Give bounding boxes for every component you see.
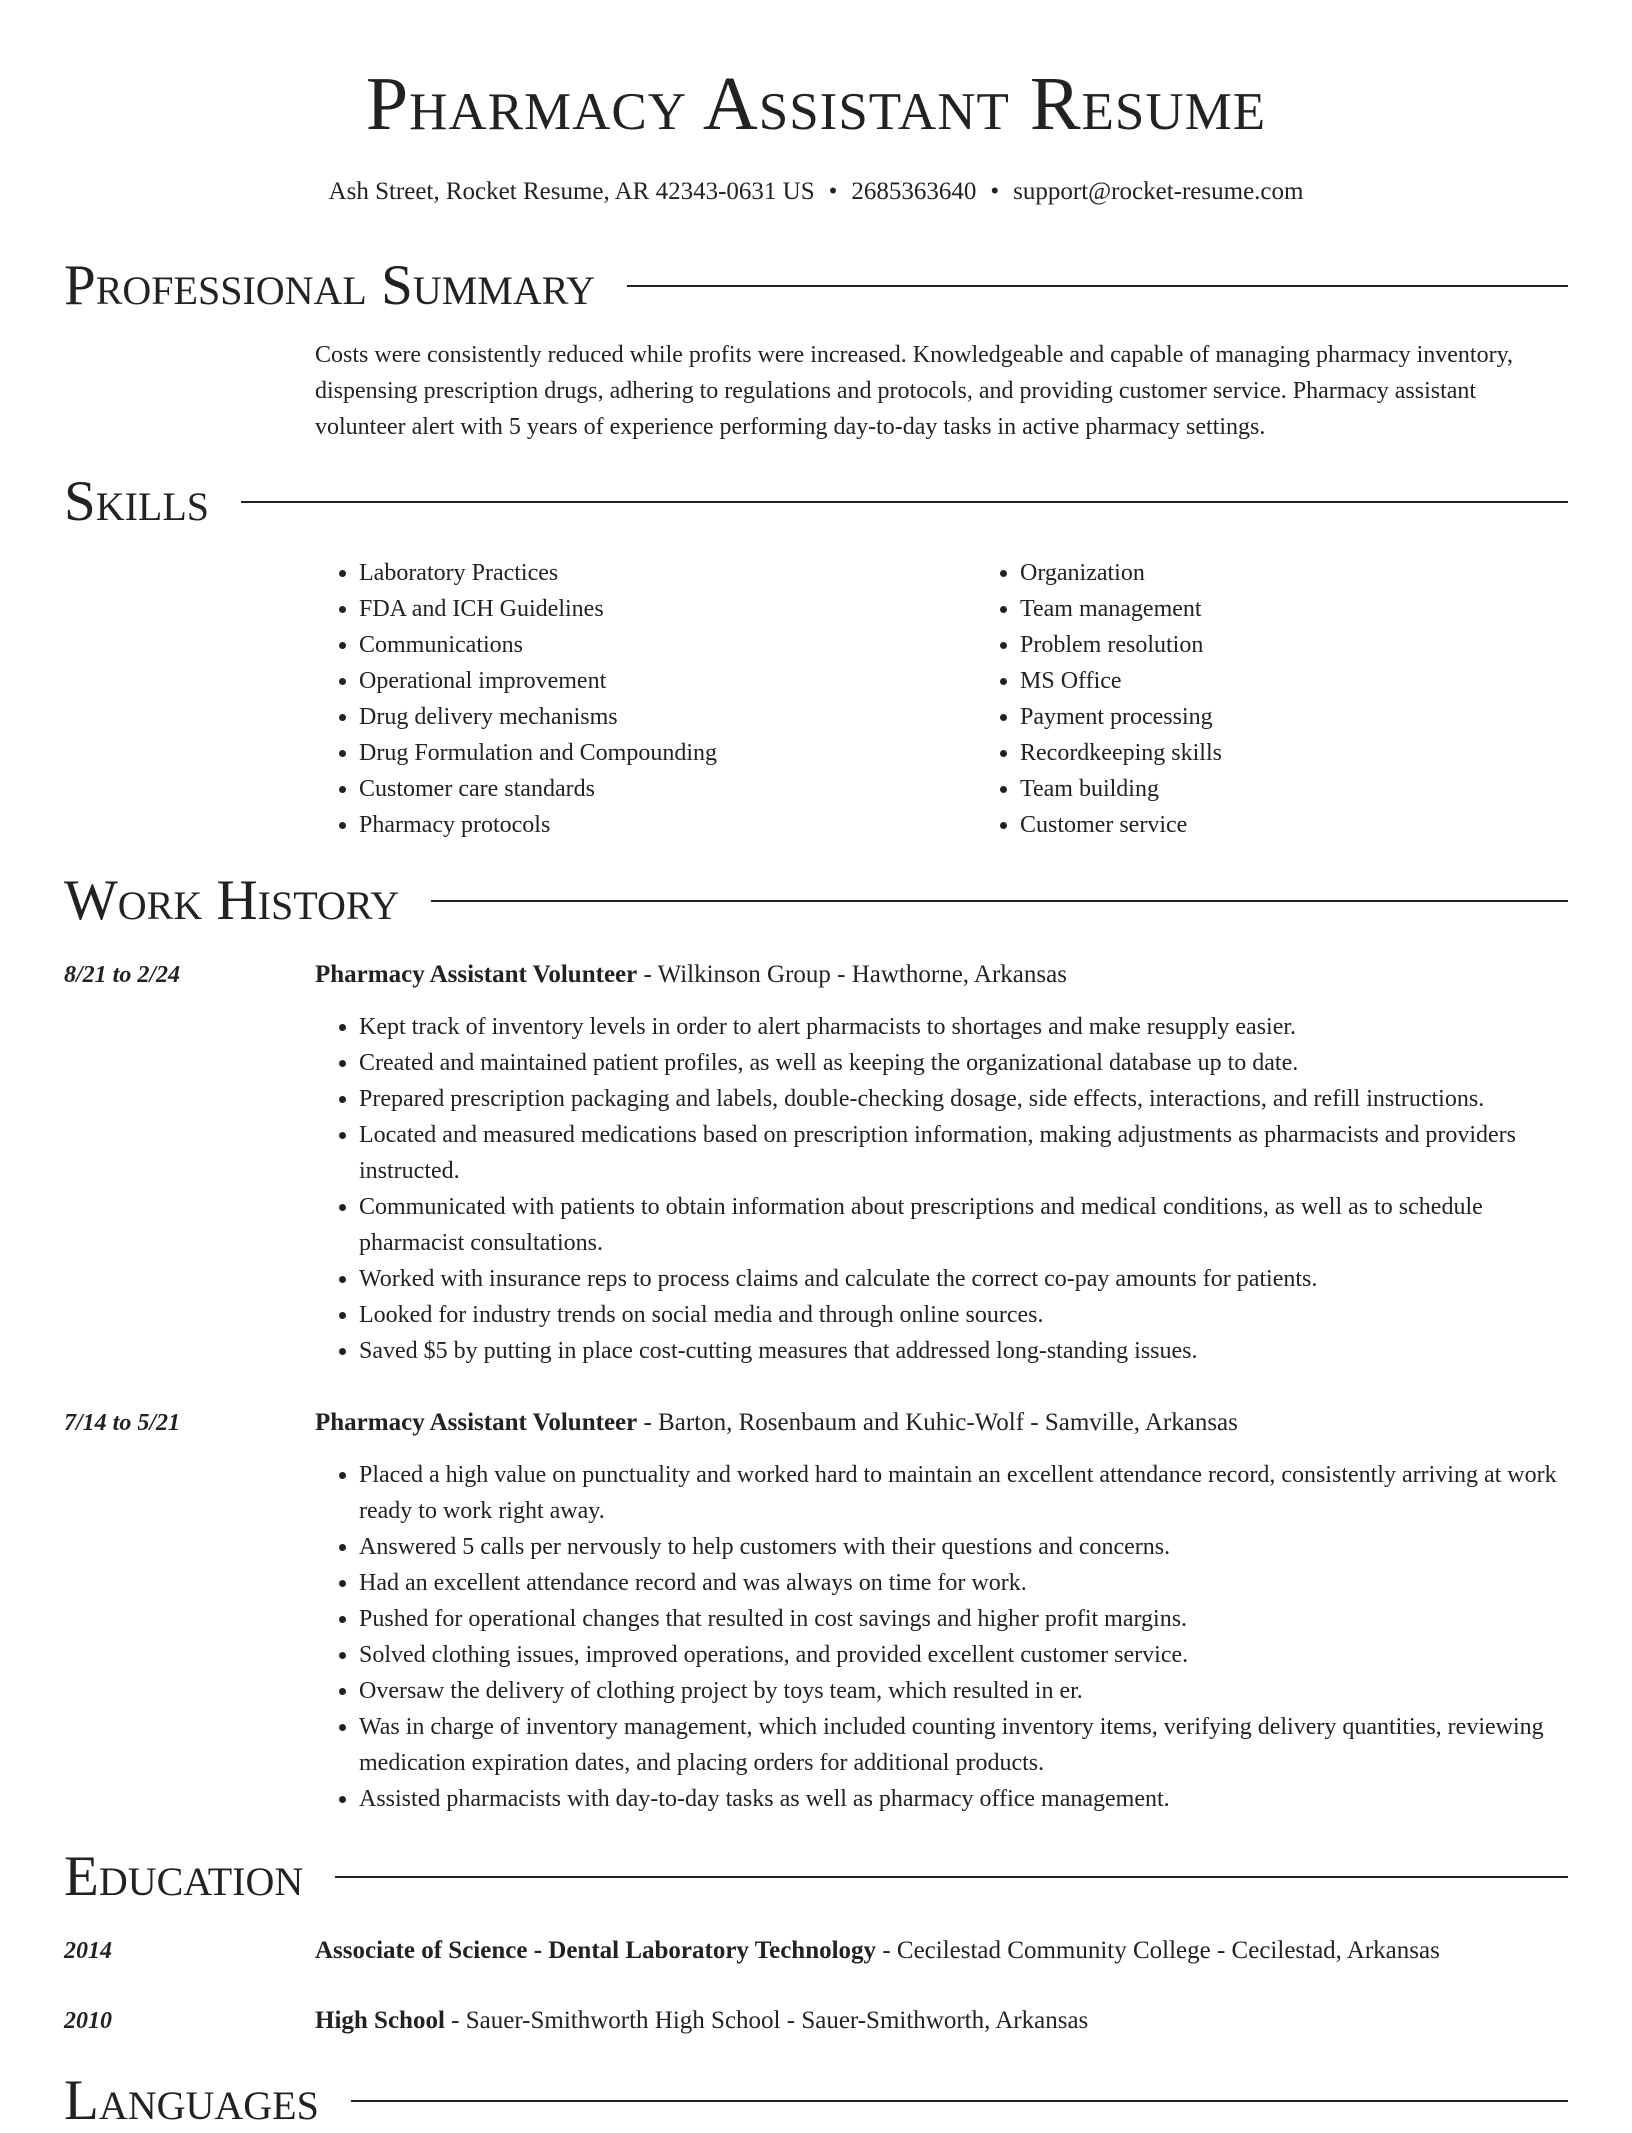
- duty-item: • Communicated with patients to obtain information about prescriptions and medical conditions, as well as to schedule pharmacist consultations.: [359, 1189, 1568, 1261]
- skill-item: • Team management: [1020, 591, 1632, 627]
- section-heading-summary: Professional Summary: [64, 254, 596, 317]
- job-title-line: [315, 1405, 1568, 1441]
- skills-column-right: [976, 555, 1632, 843]
- skill-item: • MS Office: [1020, 663, 1632, 699]
- skill-item: • Recordkeeping skills: [1020, 735, 1632, 771]
- page-title: Pharmacy Assistant Resume: [365, 62, 1267, 146]
- duty-item: • Assisted pharmacists with day-to-day tasks as well as pharmacy office management.: [359, 1781, 1568, 1817]
- job-date: 7/14 to 5/21: [64, 1410, 181, 1436]
- skill-item: • Organization: [1020, 555, 1632, 591]
- skills-column-left: [315, 555, 976, 843]
- contact-address: Ash Street, Rocket Resume, AR 42343-0631 US: [328, 178, 815, 205]
- job-employer: - Wilkinson Group - Hawthorne, Arkansas: [637, 961, 1067, 988]
- skills-list: [315, 555, 1568, 843]
- duty-item: • Looked for industry trends on social media and through online sources.: [359, 1297, 1568, 1333]
- contact-phone: 2685363640: [851, 178, 977, 205]
- job-position: Pharmacy Assistant Volunteer: [315, 961, 638, 988]
- skill-item: • Drug Formulation and Compounding: [359, 735, 976, 771]
- job-entry: [315, 1405, 1568, 1817]
- section-header-skills: [64, 470, 1568, 534]
- job-date: 8/21 to 2/24: [64, 962, 181, 988]
- education-line: [315, 2003, 1568, 2039]
- job-position: Pharmacy Assistant Volunteer: [315, 1409, 638, 1436]
- duty-item: • Answered 5 calls per nervously to help customers with their questions and concerns.: [359, 1529, 1568, 1565]
- section-heading-work: Work History: [64, 869, 400, 932]
- job-employer: - Barton, Rosenbaum and Kuhic-Wolf - Samville, Arkansas: [637, 1409, 1238, 1436]
- section-heading-languages: Languages: [64, 2069, 319, 2132]
- skill-item: • Communications: [359, 627, 976, 663]
- education-school: - Cecilestad Community College - Cecilestad, Arkansas: [876, 1937, 1440, 1964]
- summary-body: [315, 337, 1568, 445]
- duty-item: • Saved $5 by putting in place cost-cutting measures that addressed long-standing issues.: [359, 1333, 1568, 1369]
- contact-separator: •: [828, 178, 838, 205]
- education-degree: High School: [315, 2007, 445, 2034]
- duty-item: • Oversaw the delivery of clothing project by toys team, which resulted in er.: [359, 1673, 1568, 1709]
- duty-item: • Prepared prescription packaging and labels, double-checking dosage, side effects, interactions, and refill instructions.: [359, 1081, 1568, 1117]
- skill-item: • Payment processing: [1020, 699, 1632, 735]
- duty-item: • Solved clothing issues, improved operations, and provided excellent customer service.: [359, 1637, 1568, 1673]
- section-header-summary: [64, 254, 1568, 318]
- duty-item: • Located and measured medications based on prescription information, making adjustments as pharmacists and providers instructed.: [359, 1117, 1568, 1189]
- section-divider: [241, 501, 1568, 503]
- section-divider: [335, 1876, 1568, 1878]
- skill-item: • Customer service: [1020, 807, 1632, 843]
- skill-item: • FDA and ICH Guidelines: [359, 591, 976, 627]
- skill-item: • Operational improvement: [359, 663, 976, 699]
- duty-item: • Worked with insurance reps to process claims and calculate the correct co-pay amounts for patients.: [359, 1261, 1568, 1297]
- education-year: 2010: [64, 2008, 112, 2034]
- education-entry: [315, 2003, 1568, 2039]
- duty-item: • Placed a high value on punctuality and worked hard to maintain an excellent attendance record, consistently arriving at work ready to work right away.: [359, 1457, 1568, 1529]
- job-duties: [315, 1009, 1568, 1369]
- contact-email: support@rocket-resume.com: [1013, 178, 1304, 205]
- skill-item: • Drug delivery mechanisms: [359, 699, 976, 735]
- section-header-education: [64, 1845, 1568, 1909]
- education-school: - Sauer-Smithworth High School - Sauer-Smithworth, Arkansas: [444, 2007, 1089, 2034]
- skill-item: • Pharmacy protocols: [359, 807, 976, 843]
- education-degree: Associate of Science - Dental Laboratory Technology: [315, 1937, 877, 1964]
- section-header-work: [64, 869, 1568, 933]
- skill-item: • Laboratory Practices: [359, 555, 976, 591]
- education-line: [315, 1933, 1568, 1969]
- section-divider: [627, 285, 1568, 287]
- summary-text: Costs were consistently reduced while profits were increased. Knowledgeable and capable of managing pharmacy inventory, dispensing prescription drugs, adhering to regulations and protocols, and providing customer service. Pharmacy assistant volunteer alert with 5 years of experience performing day-to-day tasks in active pharmacy settings.: [315, 342, 1514, 440]
- section-heading-skills: Skills: [64, 470, 210, 533]
- job-entry: [315, 957, 1568, 1369]
- section-divider: [351, 2100, 1568, 2102]
- job-title-line: [315, 957, 1568, 993]
- education-year: 2014: [64, 1938, 112, 1964]
- duty-item: • Was in charge of inventory management, which included counting inventory items, verifying delivery quantities, reviewing medication expiration dates, and placing orders for additional products.: [359, 1709, 1568, 1781]
- section-heading-education: Education: [64, 1845, 304, 1908]
- contact-line: [0, 176, 1632, 208]
- duty-item: • Kept track of inventory levels in order to alert pharmacists to shortages and make resupply easier.: [359, 1009, 1568, 1045]
- skill-item: • Customer care standards: [359, 771, 976, 807]
- job-duties: [315, 1457, 1568, 1817]
- duty-item: • Had an excellent attendance record and was always on time for work.: [359, 1565, 1568, 1601]
- skill-item: • Team building: [1020, 771, 1632, 807]
- section-divider: [431, 900, 1568, 902]
- skill-item: • Problem resolution: [1020, 627, 1632, 663]
- education-entry: [315, 1933, 1568, 1969]
- duty-item: • Pushed for operational changes that resulted in cost savings and higher profit margins.: [359, 1601, 1568, 1637]
- contact-separator: •: [990, 178, 1000, 205]
- duty-item: • Created and maintained patient profiles, as well as keeping the organizational database up to date.: [359, 1045, 1568, 1081]
- section-header-languages: [64, 2069, 1568, 2133]
